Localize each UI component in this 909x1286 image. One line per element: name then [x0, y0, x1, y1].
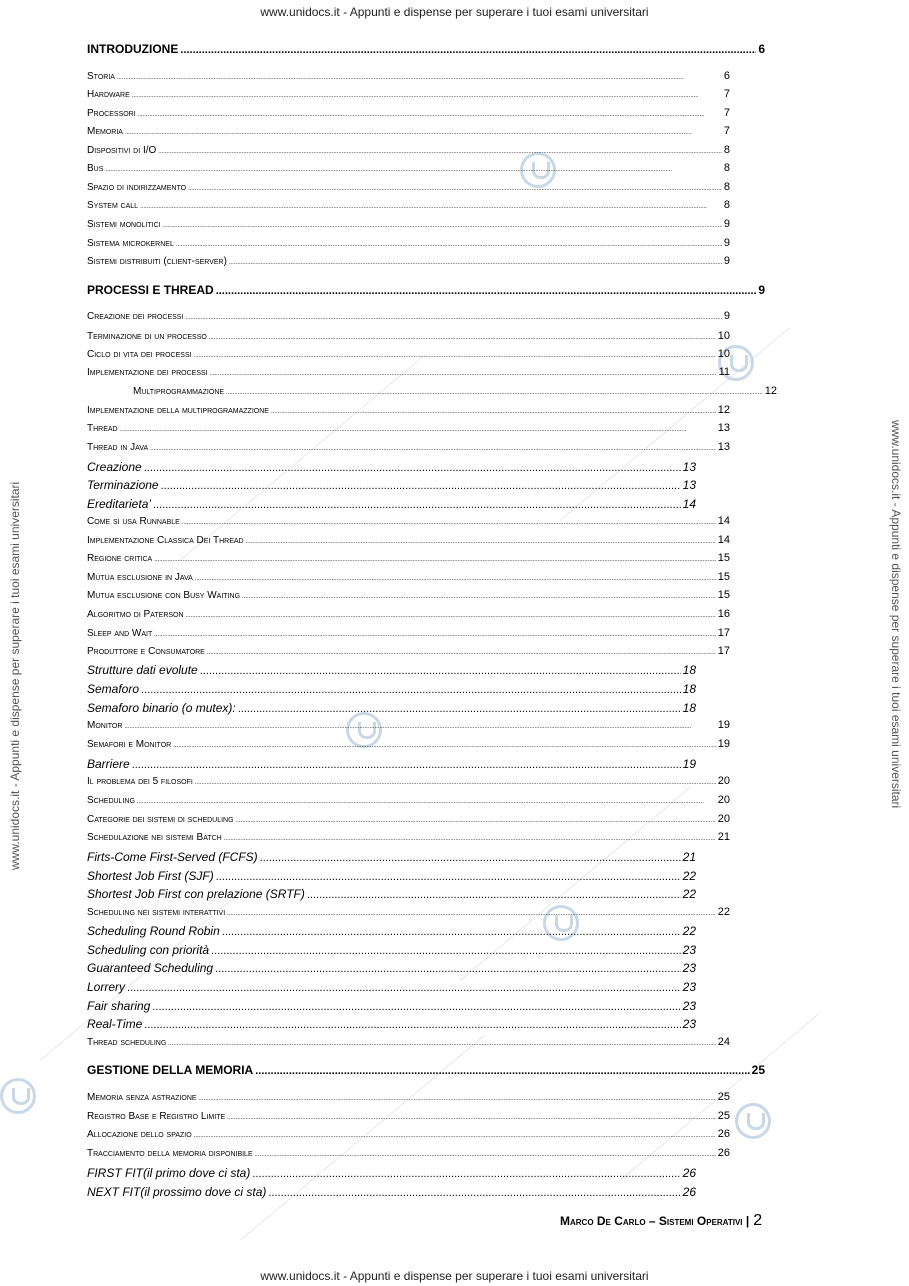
toc-entry-title: Bus: [87, 163, 104, 174]
toc-entry[interactable]: [87, 701, 696, 715]
toc-entry-title: Firts-Come First-Served (FCFS): [87, 850, 258, 864]
dot-leader: [271, 409, 716, 415]
toc-entry-page: 26: [682, 1185, 696, 1199]
toc-entry-page: 8: [723, 144, 730, 156]
toc-entry-page: 15: [717, 552, 730, 564]
toc-entry-page: 13: [717, 422, 730, 434]
toc-entry[interactable]: [87, 404, 730, 416]
toc-entry-title: Ciclo di vita dei processi: [87, 349, 192, 360]
toc-entry-title: FIRST FIT(il primo dove ci sta): [87, 1166, 251, 1180]
toc-entry[interactable]: [87, 283, 765, 297]
dot-leader: [238, 703, 681, 715]
toc-entry[interactable]: [87, 1110, 730, 1122]
dot-leader: [222, 926, 681, 938]
dot-leader: [195, 780, 716, 786]
toc-entry-title: Mutua esclusione in Java: [87, 572, 193, 583]
toc-entry-title: Memoria: [87, 126, 123, 137]
toc-entry-page: 10: [717, 348, 730, 360]
dot-leader: [207, 650, 716, 656]
watermark-bottom: www.unidocs.it - Appunti e dispense per superare i tuoi esami universitari: [260, 1269, 649, 1283]
toc-entry-title: Scheduling nei sistemi interattivi: [87, 907, 226, 918]
toc-entry[interactable]: [87, 348, 730, 360]
page-footer: [560, 1212, 762, 1230]
toc-entry[interactable]: [87, 199, 730, 211]
toc-entry[interactable]: [87, 1185, 696, 1199]
toc-entry-title: System call: [87, 200, 139, 211]
toc-entry-page: 6: [758, 42, 765, 56]
toc-entry-page: 25: [717, 1110, 730, 1122]
toc-entry-page: 12: [764, 385, 777, 397]
toc-entry[interactable]: [87, 571, 730, 583]
dot-leader: [120, 427, 716, 433]
toc-entry-page: 13: [682, 478, 696, 492]
toc-entry-title: Mutua esclusione con Busy Waiting: [87, 590, 241, 601]
toc-entry[interactable]: [87, 663, 696, 677]
toc-entry-title: Scheduling con priorità: [87, 943, 210, 957]
footer-page-number: 2: [753, 1212, 763, 1229]
toc-entry-page: 8: [723, 162, 730, 174]
toc-entry-title: Tracciamento della memoria disponibile: [87, 1148, 253, 1159]
dot-leader: [307, 889, 681, 901]
dot-leader: [229, 260, 722, 266]
toc-entry-title: Scheduling: [87, 795, 135, 806]
dot-leader: [132, 759, 681, 771]
toc-entry-title: Implementazione dei processi: [87, 367, 208, 378]
toc-entry-title: NEXT FIT(il prossimo dove ci sta): [87, 1185, 267, 1199]
toc-entry-title: Scheduling Round Robin: [87, 924, 220, 938]
toc-entry-title: Sistema microkernel: [87, 238, 174, 249]
dot-leader: [209, 335, 716, 341]
toc-entry-page: 25: [717, 1091, 730, 1103]
toc-entry-page: 9: [723, 310, 730, 322]
toc-entry[interactable]: [87, 608, 730, 620]
toc-entry[interactable]: [87, 162, 730, 174]
toc-entry-title: Lorrery: [87, 980, 126, 994]
toc-entry-page: 18: [682, 663, 696, 677]
toc-entry[interactable]: [87, 943, 696, 957]
dot-leader: [242, 594, 716, 600]
toc-entry[interactable]: [87, 107, 730, 119]
toc-entry-page: 19: [717, 719, 730, 731]
toc-entry-page: 17: [717, 645, 730, 657]
toc-entry-title: Implementazione Classica Dei Thread: [87, 535, 244, 546]
dot-leader: [163, 223, 722, 229]
toc-entry-page: 21: [682, 850, 696, 864]
toc-entry[interactable]: [87, 1063, 765, 1077]
toc-entry-page: 15: [717, 571, 730, 583]
toc-entry-page: 22: [682, 869, 696, 883]
toc-entry-title: Sleep and Wait: [87, 628, 153, 639]
toc-entry-page: 9: [723, 218, 730, 230]
toc-entry-title: Sistemi monolitici: [87, 219, 161, 230]
toc-entry[interactable]: [87, 757, 696, 771]
dot-leader: [226, 390, 763, 396]
dot-leader: [216, 871, 681, 883]
toc-entry-page: 20: [717, 775, 730, 787]
toc-entry[interactable]: [87, 738, 730, 750]
toc-entry-page: 26: [682, 1166, 696, 1180]
dot-leader: [194, 353, 716, 359]
dot-leader: [140, 204, 722, 210]
toc-entry-page: 9: [723, 237, 730, 249]
toc-entry-title: Thread in Java: [87, 442, 149, 453]
toc-entry-page: 19: [682, 757, 696, 771]
toc-entry-title: Regione critica: [87, 553, 153, 564]
toc-entry[interactable]: [87, 719, 730, 731]
toc-entry-page: 22: [717, 906, 730, 918]
dot-leader: [132, 93, 722, 99]
toc-entry[interactable]: [87, 497, 696, 511]
toc-entry-title: Implementazione della multiprogramazzione: [87, 405, 269, 416]
toc-entry[interactable]: [87, 999, 696, 1013]
dot-leader: [182, 520, 716, 526]
toc-entry-title: Storia: [87, 71, 115, 82]
toc-entry-title: Sistemi distribuiti (client-server): [87, 256, 227, 267]
dot-leader: [185, 315, 721, 321]
toc-entry-title: Spazio di indirizzamento: [87, 182, 187, 193]
dot-leader: [137, 799, 716, 805]
dot-leader: [195, 576, 716, 582]
toc-entry-title: Semafori e Monitor: [87, 739, 172, 750]
dot-leader: [260, 852, 681, 864]
dot-leader: [227, 911, 716, 917]
toc-entry[interactable]: [87, 831, 730, 843]
toc-entry[interactable]: [87, 813, 730, 825]
dot-leader: [200, 665, 681, 677]
dot-leader: [153, 499, 681, 511]
toc-entry-page: 7: [723, 125, 730, 137]
toc-entry-title: GESTIONE DELLA MEMORIA: [87, 1063, 254, 1077]
footer-author-title: Marco De Carlo – Sistemi Operativi |: [560, 1214, 750, 1228]
toc-entry[interactable]: [87, 1166, 696, 1180]
dot-leader: [236, 818, 716, 824]
toc-entry[interactable]: [87, 125, 730, 137]
toc-entry-title: Dispositivi di I/O: [87, 145, 157, 156]
dot-leader: [224, 836, 716, 842]
toc-entry[interactable]: [87, 1128, 730, 1140]
toc-entry-title: Semaforo binario (o mutex):: [87, 701, 236, 715]
toc-entry-page: 11: [718, 366, 730, 378]
toc-entry-title: Processori: [87, 108, 136, 119]
toc-entry[interactable]: [87, 794, 730, 806]
toc-entry-title: Come si usa Runnable: [87, 516, 180, 527]
toc-entry-title: Ereditarieta’: [87, 497, 152, 511]
dot-leader: [199, 1096, 716, 1102]
watermark-top: www.unidocs.it - Appunti e dispense per superare i tuoi esami universitari: [260, 5, 649, 19]
toc-entry-title: Produttore e Consumatore: [87, 646, 205, 657]
dot-leader: [154, 557, 716, 563]
toc-entry-title: Semaforo: [87, 682, 140, 696]
watermark-left: www.unidocs.it - Appunti e dispense per superare i tuoi esami universitari: [8, 481, 22, 870]
toc-entry-title: Shortest Job First (SJF): [87, 869, 214, 883]
toc-entry[interactable]: [87, 850, 696, 864]
toc-entry-title: Monitor: [87, 720, 123, 731]
dot-leader: [252, 1168, 680, 1180]
toc-entry-page: 14: [717, 534, 730, 546]
toc-entry-page: 16: [717, 608, 730, 620]
toc-entry[interactable]: [87, 330, 730, 342]
toc-entry[interactable]: [87, 924, 696, 938]
toc-entry[interactable]: [87, 589, 730, 601]
toc-entry-title: Registro Base e Registro Limite: [87, 1111, 226, 1122]
toc-entry[interactable]: [87, 1147, 730, 1159]
toc-entry-title: Schedulazione nei sistemi Batch: [87, 832, 222, 843]
dot-leader: [176, 242, 722, 248]
toc-entry[interactable]: [87, 70, 730, 82]
dot-leader: [158, 149, 722, 155]
dot-leader: [188, 186, 722, 192]
toc-entry[interactable]: [87, 627, 730, 639]
toc-entry-page: 20: [717, 794, 730, 806]
toc-entry-page: 22: [682, 924, 696, 938]
toc-entry-title: Creazione: [87, 460, 142, 474]
toc-entry[interactable]: [87, 88, 730, 100]
toc-entry[interactable]: [87, 42, 765, 56]
dot-leader: [168, 1041, 715, 1047]
toc-entry[interactable]: [87, 1017, 696, 1031]
dot-leader: [216, 285, 757, 297]
dot-leader: [255, 1065, 749, 1077]
dot-leader: [105, 167, 721, 173]
toc-entry-page: 19: [717, 738, 730, 750]
toc-entry-page: 26: [717, 1147, 730, 1159]
toc-entry-page: 8: [723, 199, 730, 211]
toc-entry-title: Il problema dei 5 filosofi: [87, 776, 193, 787]
toc-entry-title: PROCESSI E THREAD: [87, 283, 214, 297]
toc-entry[interactable]: [87, 366, 730, 378]
toc-entry-page: 18: [682, 701, 696, 715]
toc-entry-page: 23: [682, 961, 696, 975]
toc-entry[interactable]: [87, 441, 730, 453]
toc-entry[interactable]: [87, 980, 696, 994]
toc-entry[interactable]: [87, 181, 730, 193]
toc-entry[interactable]: [87, 534, 730, 546]
toc-entry-page: 8: [723, 181, 730, 193]
toc-entry-title: Strutture dati evolute: [87, 663, 198, 677]
toc-entry-title: Barriere: [87, 757, 130, 771]
toc-entry[interactable]: [87, 460, 696, 474]
toc-entry[interactable]: [87, 218, 730, 230]
toc-entry-title: Terminazione: [87, 478, 159, 492]
toc-entry-page: 14: [682, 497, 696, 511]
toc-entry-page: 23: [682, 999, 696, 1013]
toc-entry-title: Hardware: [87, 89, 130, 100]
toc-entry-page: 20: [717, 813, 730, 825]
dot-leader: [215, 963, 681, 975]
toc-entry-title: Allocazione dello spazio: [87, 1129, 192, 1140]
toc-entry[interactable]: [87, 887, 696, 901]
dot-leader: [227, 1115, 716, 1121]
toc-entry-page: 10: [717, 330, 730, 342]
dot-leader: [154, 632, 716, 638]
dot-leader: [152, 1001, 680, 1013]
dot-leader: [173, 743, 716, 749]
dot-leader: [210, 371, 717, 377]
toc-entry[interactable]: [87, 961, 696, 975]
toc-entry-page: 7: [723, 107, 730, 119]
dot-leader: [186, 613, 716, 619]
dot-leader: [141, 684, 681, 696]
toc-entry-page: 21: [717, 831, 730, 843]
toc-entry[interactable]: [87, 255, 730, 267]
toc-entry[interactable]: [87, 775, 730, 787]
toc-entry-page: 15: [717, 589, 730, 601]
toc-entry-title: Thread scheduling: [87, 1037, 167, 1048]
dot-leader: [255, 1152, 716, 1158]
toc-entry-page: 14: [717, 515, 730, 527]
toc-entry-page: 9: [758, 283, 765, 297]
toc-entry[interactable]: [87, 1036, 730, 1048]
dot-leader: [125, 130, 722, 136]
dot-leader: [246, 539, 716, 545]
toc-entry[interactable]: [133, 385, 777, 397]
toc-entry[interactable]: [87, 237, 730, 249]
dot-leader: [144, 1019, 680, 1031]
toc-entry-page: 24: [717, 1036, 730, 1048]
toc-entry-title: Algoritmo di Paterson: [87, 609, 184, 620]
toc-entry-page: 7: [723, 88, 730, 100]
dot-leader: [127, 982, 681, 994]
toc-entry-page: 13: [682, 460, 696, 474]
toc-entry-title: Multiprogrammazione: [133, 386, 225, 397]
toc-entry-page: 23: [682, 943, 696, 957]
dot-leader: [161, 480, 681, 492]
toc-entry-title: Memoria senza astrazione: [87, 1092, 197, 1103]
dot-leader: [180, 44, 756, 56]
toc-entry[interactable]: [87, 552, 730, 564]
toc-entry[interactable]: [87, 515, 730, 527]
toc-entry[interactable]: [87, 906, 730, 918]
toc-entry-page: 25: [751, 1063, 765, 1077]
toc-entry-title: Categorie dei sistemi di scheduling: [87, 814, 234, 825]
toc-entry-page: 23: [682, 1017, 696, 1031]
dot-leader: [124, 724, 715, 730]
toc-entry-title: Creazione dei processi: [87, 311, 184, 322]
toc-entry-title: Terminazione di un processo: [87, 331, 207, 342]
toc-entry-page: 22: [682, 887, 696, 901]
toc-entry-title: Shortest Job First con prelazione (SRTF): [87, 887, 305, 901]
toc-entry-page: 17: [717, 627, 730, 639]
toc-entry[interactable]: [87, 869, 696, 883]
toc-entry-page: 23: [682, 980, 696, 994]
dot-leader: [144, 462, 681, 474]
toc-entry-title: Guaranteed Scheduling: [87, 961, 214, 975]
toc-entry[interactable]: [87, 1091, 730, 1103]
toc-entry[interactable]: [87, 645, 730, 657]
toc-entry[interactable]: [87, 310, 730, 322]
toc-entry-page: 18: [682, 682, 696, 696]
toc-entry[interactable]: [87, 478, 696, 492]
toc-entry-title: Real-Time: [87, 1017, 143, 1031]
dot-leader: [150, 446, 716, 452]
toc-entry-page: 6: [723, 70, 730, 82]
dot-leader: [194, 1133, 716, 1139]
toc-entry-page: 9: [723, 255, 730, 267]
toc-entry-page: 13: [717, 441, 730, 453]
toc-entry[interactable]: [87, 682, 696, 696]
toc-entry-page: 12: [717, 404, 730, 416]
toc-entry-title: Fair sharing: [87, 999, 151, 1013]
dot-leader: [117, 75, 722, 81]
toc-entry-title: Thread: [87, 423, 118, 434]
dot-leader: [268, 1187, 680, 1199]
dot-leader: [138, 112, 722, 118]
toc-entry[interactable]: [87, 144, 730, 156]
watermark-right: www.unidocs.it - Appunti e dispense per superare i tuoi esami universitari: [889, 420, 903, 809]
toc-entry-page: 26: [717, 1128, 730, 1140]
toc-entry-title: INTRODUZIONE: [87, 42, 179, 56]
toc-entry[interactable]: [87, 422, 730, 434]
dot-leader: [211, 945, 681, 957]
